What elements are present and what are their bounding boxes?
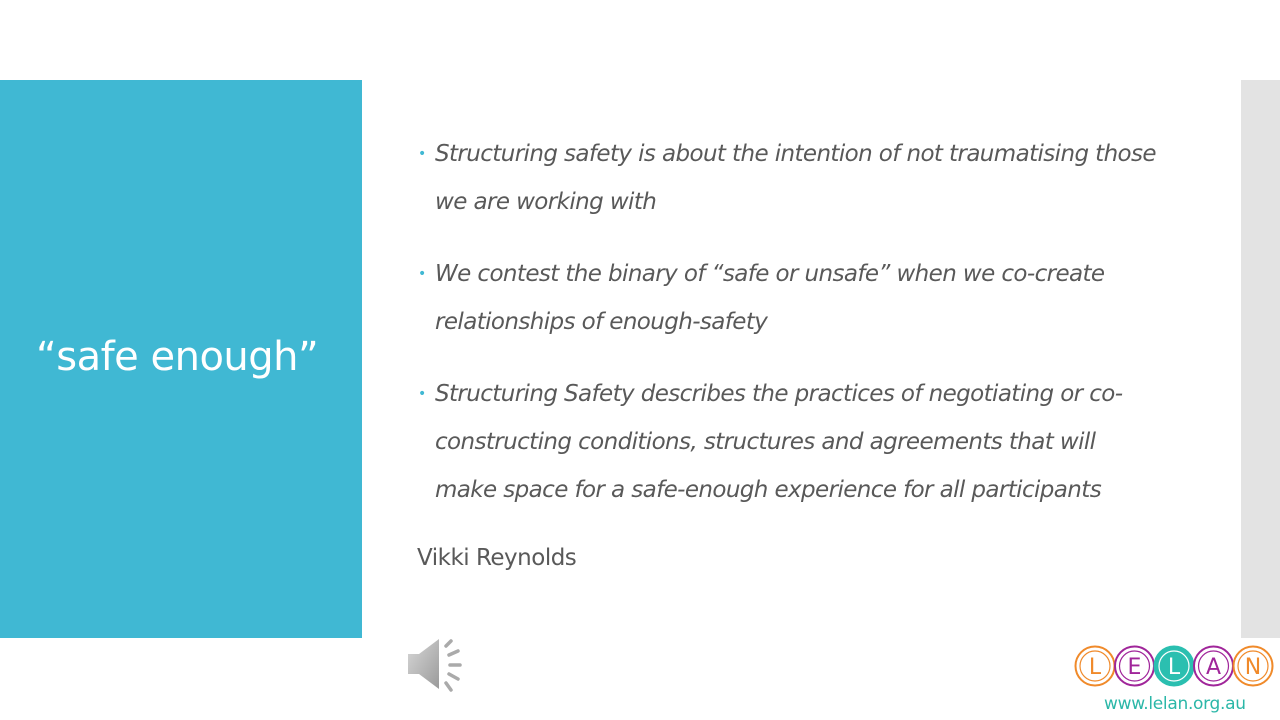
logo-letter: N [1244,655,1262,680]
logo-letter: L [1167,655,1181,680]
logo-letter-circle [1115,647,1154,686]
side-strip [1241,80,1280,638]
logo-letter-circle [1194,647,1233,686]
logo-letter-circle [1234,647,1273,686]
logo-letter-circle [1155,647,1194,686]
bullet-icon: • [418,146,426,162]
bullet-item: • Structuring Safety describes the practices of negotiating or co-constructing conditions, structures and agreements that will make space for a safe-enough experience for all participants [417,370,1157,514]
lelan-logo [1073,644,1275,693]
bullet-icon: • [418,386,426,402]
author: Vikki Reynolds [417,545,577,571]
bullet-list [417,130,1157,538]
speaker-icon[interactable] [405,634,471,701]
slide-title: “safe enough” [36,334,319,380]
logo-letter: L [1088,655,1102,680]
logo-letter: A [1205,655,1222,680]
bullet-item: • Structuring safety is about the intention of not traumatising those we are working with [417,130,1157,226]
website-link[interactable]: www.lelan.org.au [1104,694,1246,714]
logo-letter-circle [1076,647,1115,686]
bullet-item: • We contest the binary of “safe or unsafe” when we co-create relationships of enough-safety [417,250,1157,346]
bullet-icon: • [418,266,426,282]
logo-letter: E [1127,655,1142,680]
